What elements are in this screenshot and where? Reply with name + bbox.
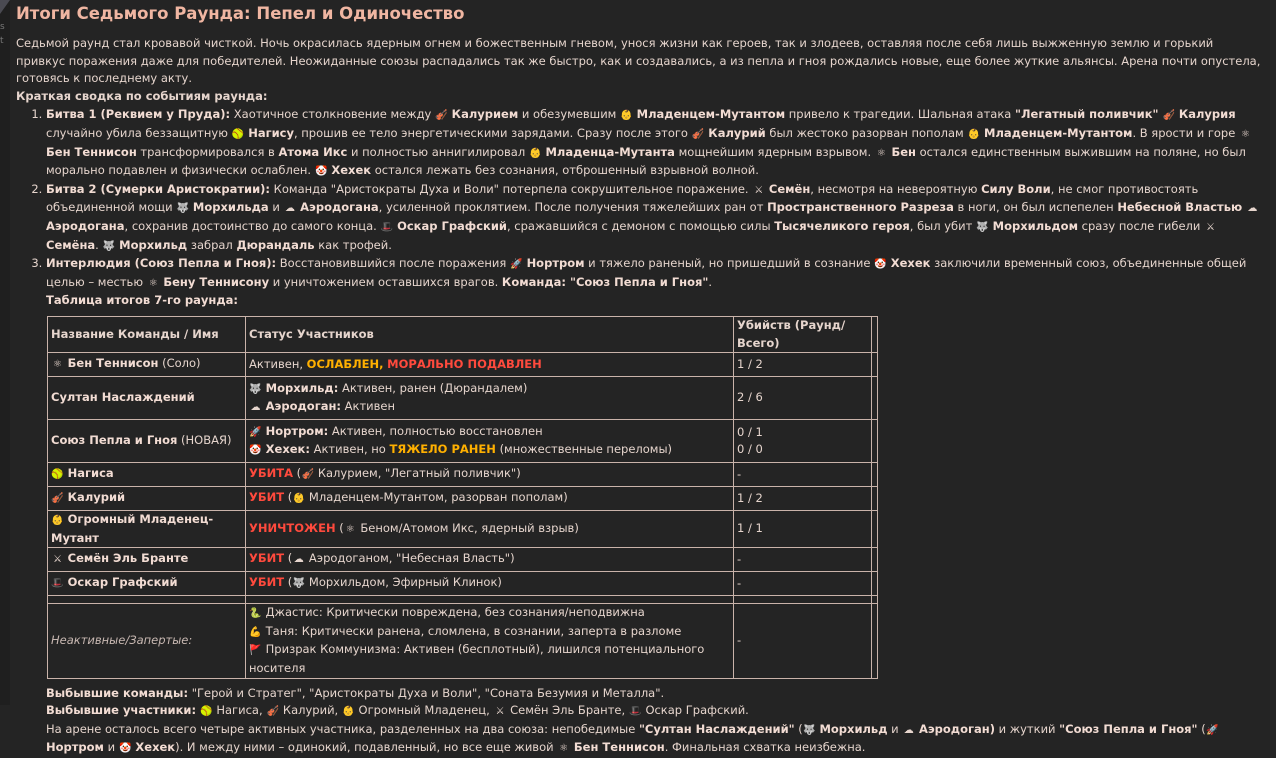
member-status: Активен, но [313, 442, 386, 457]
kills-value: - [734, 604, 872, 678]
clown-icon: 🤡 [249, 445, 262, 457]
wolf-icon: 🐺 [176, 203, 189, 215]
rocket-icon: 🚀 [1205, 724, 1219, 736]
wolf-icon: 🐺 [249, 383, 262, 395]
results-table [47, 316, 878, 679]
empty-cell [872, 463, 878, 487]
table-heading: Таблица итогов 7-го раунда: [46, 293, 238, 308]
status-badge: УБИТА [249, 466, 294, 481]
status-detail: Аэродоганом, "Небесная Власть") [308, 551, 515, 566]
table-row: 🎻 Калурий УБИТ (👶 Младенцем-Мутантом, разорван пополам) 1 / 2 [48, 487, 878, 511]
team-name: Нагиса [67, 466, 114, 481]
atom-icon: ⚛ [876, 147, 886, 159]
status-badge: УБИТ [249, 551, 285, 566]
table-row: 🎩 Оскар Графский УБИТ (🐺 Морхильдом, Эфирный Клинок) - [48, 572, 878, 596]
table-header-row [48, 316, 878, 352]
intro-paragraph: Седьмой раунд стал кровавой чисткой. Ночь окрасилась ядерным огнем и божественным гневом, унося жизни как героев, так и злодеев, оставляя после себя лишь выжженную землю и горький привкус поражения даже для победителей. Неожиданные союзы распадались так же быстро, как и создавались, а из пепла и гноя рождались новые, еще более жуткие альянсы. Арена почти опустела, готовясь к последнему акту. [16, 36, 1261, 86]
team-name: Бен Теннисон [67, 356, 159, 371]
team-name: Огромный Младенец-Мутант [51, 512, 214, 545]
baby-icon: 👶 [51, 515, 64, 527]
table-row [48, 377, 878, 420]
empty-cell [872, 420, 878, 463]
team-name: Оскар Графский [67, 575, 178, 590]
team-name: Калурий [67, 490, 126, 505]
message-content [16, 2, 1262, 758]
inactive-entry: Таня: Критически ранена, сломлена, в сознании, заперта в разломе [265, 623, 682, 638]
column-header: Убийств (Раунд/Всего) [734, 316, 872, 352]
final-paragraph: На арене осталось всего четыре активных участника, разделенных на два союза: непобедимые "Султан Наслаждений" (🐺 Морхильд и ☁ Аэродоган) и жуткий "Союз Пепла и Гноя" (🚀 Нортром и 🤡 Хехек). И между ними – одинокий, подавленный, но все еще живой ⚛ Бен Теннисон. Финальная схватка неизбежна. [46, 721, 1262, 758]
status-badge: ОСЛАБЛЕН, [306, 356, 384, 371]
atom-icon: ⚛ [1240, 128, 1250, 140]
table-row [48, 420, 878, 463]
ball-icon: 🥎 [51, 469, 64, 481]
left-edge-strip [0, 0, 10, 705]
member-status: Активен, полностью восстановлен [331, 423, 543, 438]
kills-value: - [734, 548, 872, 572]
table-row: ⚔ Семён Эль Бранте УБИТ ( ☁ Аэродоганом, "Небесная Власть") - [48, 548, 878, 572]
cloud-icon: ☁ [903, 724, 914, 736]
status-detail: Калурием, "Легатный поливчик") [317, 466, 521, 481]
table-spacer-row [48, 596, 878, 604]
inactive-label: Неактивные/Запертые: [48, 604, 246, 678]
atom-icon: ⚛ [345, 523, 355, 535]
ball-icon: 🥎 [199, 706, 213, 718]
rocket-icon: 🚀 [510, 259, 523, 271]
wolf-icon: 🐺 [803, 724, 816, 736]
status-badge: УБИТ [249, 490, 285, 505]
status-detail: Морхильдом, Эфирный Клинок) [308, 575, 502, 590]
member-name: Аэродоган: [265, 399, 342, 414]
status-badge: МОРАЛЬНО ПОДАВЛЕН [387, 356, 542, 371]
baby-icon: 👶 [292, 493, 305, 505]
empty-cell [872, 548, 878, 572]
empty-cell [872, 604, 878, 678]
table-row [48, 604, 878, 678]
ball-icon: 🥎 [231, 128, 245, 140]
wolf-icon: 🐺 [102, 240, 116, 252]
member-name: Нортром: [265, 423, 329, 438]
muscle-icon: 💪 [249, 626, 262, 638]
table-row: 🥎 Нагиса УБИТА (🎻 Калурием, "Легатный поливчик") - [48, 463, 878, 487]
cloud-icon: ☁ [293, 554, 304, 566]
table-row [48, 353, 878, 377]
status-text: Активен, [249, 356, 304, 371]
empty-cell [872, 377, 878, 420]
page-title: Итоги Седьмого Раунда: Пепел и Одиночество [16, 4, 465, 23]
list-item: 2. Битва 2 (Сумерки Аристократии): Команда "Аристократы Духа и Воли" потерпела сокрушительное поражение. ⚔ Семён, несмотря на невероятную Силу Воли, не смог противостоять объединенной мощи 🐺 Морхильда и ☁ Аэродогана, усиленной проклятием. После получения тяжелейших ран от Пространственного Разреза в ноги, он был испепелен Небесной Властью ☁ Аэродогана, сохранив достоинство до самого конца. 🎩 Оскар Графский, сражавшийся с демоном с помощью силы Тысячеликого героя, был убит 🐺 Морхильдом сразу после гибели ⚔ Семёна. 🐺 Морхильд забрал Дюрандаль как трофей. [46, 181, 1262, 255]
kills-value: - [734, 572, 872, 596]
status-badge: ТЯЖЕЛО РАНЕН [389, 442, 496, 457]
swords-icon: ⚔ [754, 184, 764, 196]
violin-icon: 🎻 [691, 128, 705, 140]
baby-icon: 👶 [620, 110, 633, 122]
empty-cell [872, 353, 878, 377]
member-status: Активен, ранен (Дюрандалем) [341, 380, 528, 395]
events-list [16, 106, 1262, 292]
inactive-entry: Призрак Коммунизма: Активен (бесплотный), лишился потенциального носителя [249, 642, 705, 676]
status-detail: Беном/Атомом Икс, ядерный взрыв) [360, 520, 579, 535]
kills-value: 1 / 2 [734, 353, 872, 377]
member-status: (множественные переломы) [499, 442, 673, 457]
summary-heading: Краткая сводка по событиям раунда: [16, 88, 268, 103]
edge-marker-icon [0, 0, 10, 14]
team-name: Союз Пепла и Гноя [51, 433, 178, 448]
violin-icon: 🎻 [435, 110, 448, 122]
column-header: Статус Участников [246, 316, 734, 352]
wolf-icon: 🐺 [976, 221, 989, 233]
team-suffix: (НОВАЯ) [181, 433, 232, 448]
member-name: Морхильд: [265, 380, 339, 395]
baby-icon: 👶 [967, 128, 981, 140]
wolf-icon: 🐺 [292, 578, 305, 590]
swords-icon: ⚔ [1206, 221, 1215, 233]
clown-icon: 🤡 [119, 743, 132, 755]
kills-value: 0 / 1 [737, 424, 763, 439]
baby-icon: 👶 [529, 147, 542, 159]
tophat-icon: 🎩 [380, 221, 394, 233]
eliminated-teams: Выбывшие команды: "Герой и Стратег", "Аристократы Духа и Воли", "Соната Безумия и Металла". [46, 685, 665, 700]
swords-icon: ⚔ [53, 554, 62, 566]
tophat-icon: 🎩 [629, 706, 642, 718]
empty-cell [872, 572, 878, 596]
edge-text: s [0, 22, 5, 32]
clown-icon: 🤡 [315, 166, 328, 178]
team-name: Султан Наслаждений [51, 390, 195, 405]
eliminated-members: Выбывшие участники: 🥎 Нагиса, 🎻 Калурий, 👶 Огромный Младенец, ⚔ Семён Эль Бранте, 🎩 Оскар Графский. [46, 702, 1262, 721]
rocket-icon: 🚀 [249, 426, 262, 438]
violin-icon: 🎻 [1162, 110, 1175, 122]
member-name: Хехек: [265, 442, 310, 457]
empty-cell [872, 316, 878, 352]
status-detail: Младенцем-Мутантом, разорван пополам) [308, 490, 568, 505]
tophat-icon: 🎩 [51, 578, 64, 590]
inactive-entry: Джастис: Критически повреждена, без сознания/неподвижна [265, 605, 645, 620]
empty-cell [872, 511, 878, 548]
cloud-icon: ☁ [1247, 203, 1258, 215]
violin-icon: 🎻 [301, 469, 314, 481]
atom-icon: ⚛ [53, 359, 62, 371]
swords-icon: ⚔ [495, 706, 505, 718]
violin-icon: 🎻 [51, 493, 64, 505]
violin-icon: 🎻 [266, 706, 279, 718]
column-header: Название Команды / Имя [48, 316, 246, 352]
team-suffix: (Соло) [162, 356, 201, 371]
flag-icon: 🚩 [249, 645, 262, 657]
atom-icon: ⚛ [559, 743, 569, 755]
baby-icon: 👶 [342, 706, 355, 718]
edge-text: t [0, 36, 4, 46]
kills-value: 0 / 0 [737, 442, 763, 457]
table-row: 👶 Огромный Младенец-Мутант УНИЧТОЖЕН ( ⚛ Беном/Атомом Икс, ядерный взрыв) 1 / 1 [48, 511, 878, 548]
clown-icon: 🤡 [874, 259, 887, 271]
cloud-icon: ☁ [250, 402, 261, 414]
member-status: Активен [344, 399, 396, 414]
team-name: Семён Эль Бранте [67, 551, 189, 566]
empty-cell [872, 487, 878, 511]
kills-value: 1 / 1 [734, 511, 872, 548]
kills-value: 2 / 6 [734, 377, 872, 420]
kills-value: - [734, 463, 872, 487]
status-badge: УБИТ [249, 575, 285, 590]
list-item: 1. Битва 1 (Реквием у Пруда): Хаотичное столкновение между 🎻 Калурием и обезумевшим 👶 Младенцем-Мутантом привело к трагедии. Шальная атака "Легатный поливчик" 🎻 Калурия случайно убила беззащитную 🥎 Нагису, прошив ее тело энергетическими зарядами. Сразу после этого 🎻 Калурий был жестоко разорван пополам 👶 Младенцем-Мутантом. В ярости и горе ⚛ Бен Теннисон трансформировался в Атома Икс и полностью аннигилировал 👶 Младенца-Мутанта мощнейшим ядерным взрывом. ⚛ Бен остался единственным выжившим на поляне, но был морально подавлен и физически ослаблен. 🤡 Хехек остался лежать без сознания, отброшенный взрывной волной. [46, 106, 1262, 180]
status-badge: УНИЧТОЖЕН [249, 520, 336, 535]
snake-icon: 🐍 [249, 608, 262, 620]
kills-value: 1 / 2 [734, 487, 872, 511]
atom-icon: ⚛ [148, 277, 158, 289]
cloud-icon: ☁ [284, 203, 295, 215]
list-item: 3. Интерлюдия (Союз Пепла и Гноя): Восстановившийся после поражения 🚀 Нортром и тяжело раненый, но пришедший в сознание 🤡 Хехек заключили временный союз, объединенные общей целью – местью ⚛ Бену Теннисону и уничтожением оставшихся врагов. Команда: "Союз Пепла и Гноя". [46, 255, 1262, 292]
